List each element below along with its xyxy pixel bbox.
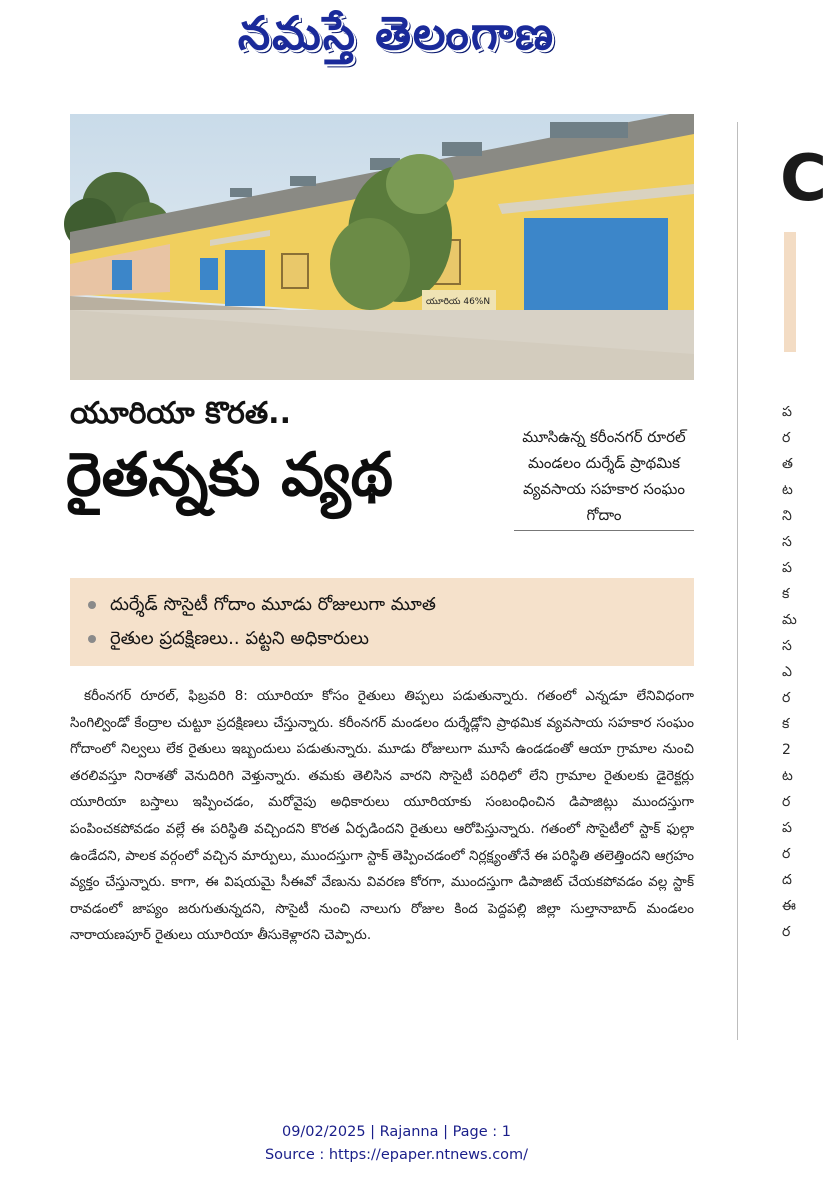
adjacent-text-line: స [782,638,792,654]
article-photo [70,114,694,380]
bullet-icon [88,635,96,643]
adjacent-photo-fragment [784,232,796,352]
column-divider [737,122,738,1040]
adjacent-text-line: ప [782,820,792,836]
adjacent-text-line: ర [782,430,791,446]
adjacent-text-line: ర [782,846,791,862]
adjacent-text-line: ర [782,794,791,810]
bullet-icon [88,601,96,609]
adjacent-text-line: ర [782,924,791,940]
page-footer [0,1121,793,1167]
highlight-item [88,622,676,656]
highlight-item [88,588,676,622]
photo-caption: మూసిఉన్న కరీంనగర్ రూరల్ మండలం దుర్శేడ్ ప్రాథమిక వ్యవసాయ సహకార సంఘం గోదాం [514,424,694,531]
adjacent-text-line: క [782,586,790,602]
adjacent-article-fragment [752,114,827,1044]
photo-sign-text: యూరియ 46%N [426,297,491,307]
highlights-box [70,578,694,666]
adjacent-text-line: ప [782,404,792,420]
adjacent-text-line: ని [782,508,792,524]
adjacent-text-line: త [782,456,793,472]
article-headline: రైతన్నకు వ్యథ [66,440,394,510]
masthead [0,0,793,84]
article-body: కరీంనగర్ రూరల్, ఫిబ్రవరి 8: యూరియా కోసం రైతులు తిప్పలు పడుతున్నారు. గతంలో ఎన్నడూ లేనివిధంగా సింగిల్విండో కేంద్రాల చుట్టూ ప్రదక్షిణలు చేస్తున్నారు. కరీంనగర్ మండలం దుర్శేడ్లోని ప్రాథమిక వ్యవసాయ సహకార సంఘం గోదాంలో నిల్వలు లేక రైతులు ఇబ్బందులు పడుతున్నారు. మూడు రోజులుగా మూసే ఉండడంతో ఆయా గ్రామాల నుంచి తరలివస్తూ నిరాశతో వెనుదిరిగి వెళ్తున్నారు. తమకు తెలిసిన వారని సొసైటీ పరిధిలో లేని గ్రామాల రైతులకు డైరెక్టర్లు యూరియా బస్తాలు ఇప్పించడం, మరోవైపు అధికారులు యూరియాకు సంబంధించిన డిపాజిట్లు ముందస్తుగా పంపించకపోవడం వల్లే ఈ పరిస్థితి వచ్చిందని కొరత ఏర్పడిందని రైతులు ఆరోపిస్తున్నారు. గతంలో సొసైటీలో స్టాక్ ఫుల్గా ఉండేదని, పాలక వర్గంలో వచ్చిన మార్పులు, ముందస్తుగా స్టాక్ తెప్పించడంలో నిర్లక్ష్యంతోనే ఈ పరిస్థితి తలెత్తిందని ఆగ్రహం వ్యక్తం చేస్తున్నారు. కాగా, ఈ విషయమై సీఈవో వేణును వివరణ కోరగా, ముందస్తుగా డిపాజిట్ చేయకపోవడం వల్ల స్టాక్ రావడంలో జాప్యం జరుగుతున్నదని, సొసైటీ నుంచి నాలుగు రోజుల కింద పెద్దపల్లి జిల్లా సుల్తానాబాద్ మండలం నారాయణపూర్ రైతులు యూరియా తీసుకెళ్లారని చెప్పారు. [70,688,694,944]
adjacent-text-line: ర [782,690,791,706]
highlight-text: రైతుల ప్రదక్షిణలు.. పట్టని అధికారులు [110,628,369,649]
newspaper-title: నమస్తే తెలంగాణ [237,6,556,60]
adjacent-text-line: 2 [782,742,791,758]
footer-source: Source : https://epaper.ntnews.com/ [264,1147,529,1163]
adjacent-text-line: ఎ [782,664,792,680]
adjacent-text-line: ప [782,560,792,576]
adjacent-text-line: మ [782,612,797,628]
adjacent-text-line: ట [782,482,793,498]
adjacent-headline-glyph: C [780,142,827,216]
adjacent-text-line: ట [782,768,793,784]
adjacent-text-line: ద [782,872,792,888]
highlight-text: దుర్శేడ్ సొసైటీ గోదాం మూడు రోజులుగా మూత [110,594,436,615]
adjacent-text-line: ఈ [782,898,796,914]
godown-photo-illustration [70,114,694,380]
article-kicker: యూరియా కొరత.. [70,396,291,431]
adjacent-text-line: స [782,534,792,550]
adjacent-text-line: క [782,716,790,732]
footer-date-edition: 09/02/2025 | Rajanna | Page : 1 [281,1124,512,1140]
